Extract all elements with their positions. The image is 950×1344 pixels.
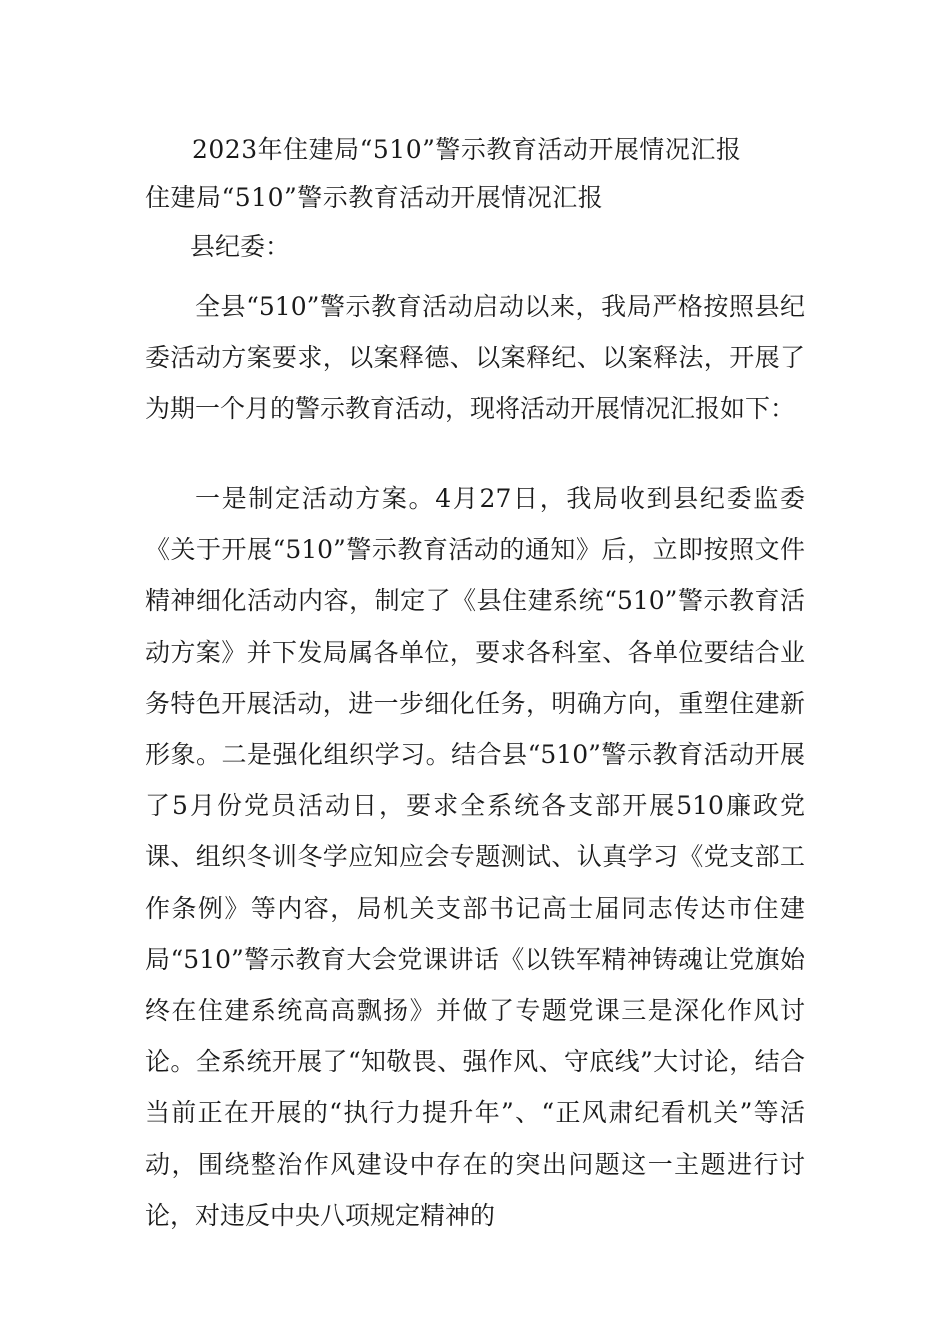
document-title: 2023年住建局“510”警示教育活动开展情况汇报 [192, 135, 742, 164]
document-subtitle: 住建局“510”警示教育活动开展情况汇报 [145, 183, 604, 212]
body-paragraph: 一是制定活动方案。4月27日，我局收到县纪委监委《关于开展“510”警示教育活动的通知》后，立即按照文件精神细化活动内容，制定了《县住建系统“510”警示教育活动方案》并下发局属各单位，要求各科室、各单位要结合业务特色开展活动，进一步细化任务，明确方向，重塑住建新形象。二是强化组织学习。结合县“510”警示教育活动开展了5月份党员活动日，要求全系统各支部开展510廉政党课、组织冬训冬学应知应会专题测试、认真学习《党支部工作条例》等内容，局机关支部书记高士届同志传达市住建局“510”警示教育大会党课讲话《以铁军精神铸魂让党旗始终在住建系统高高飘扬》并做了专题党课三是深化作风讨论。全系统开展了“知敬畏、强作风、守底线”大讨论，结合当前正在开展的“执行力提升年”、“正风肃纪看机关”等活动，围绕整治作风建设中存在的突出问题这一主题进行讨论，对违反中央八项规定精神的 [145, 484, 805, 1230]
salutation: 县纪委： [190, 232, 291, 261]
body-paragraph: 全县“510”警示教育活动启动以来，我局严格按照县纪委活动方案要求，以案释德、以案释纪、以案释法，开展了为期一个月的警示教育活动，现将活动开展情况汇报如下： [145, 292, 805, 424]
